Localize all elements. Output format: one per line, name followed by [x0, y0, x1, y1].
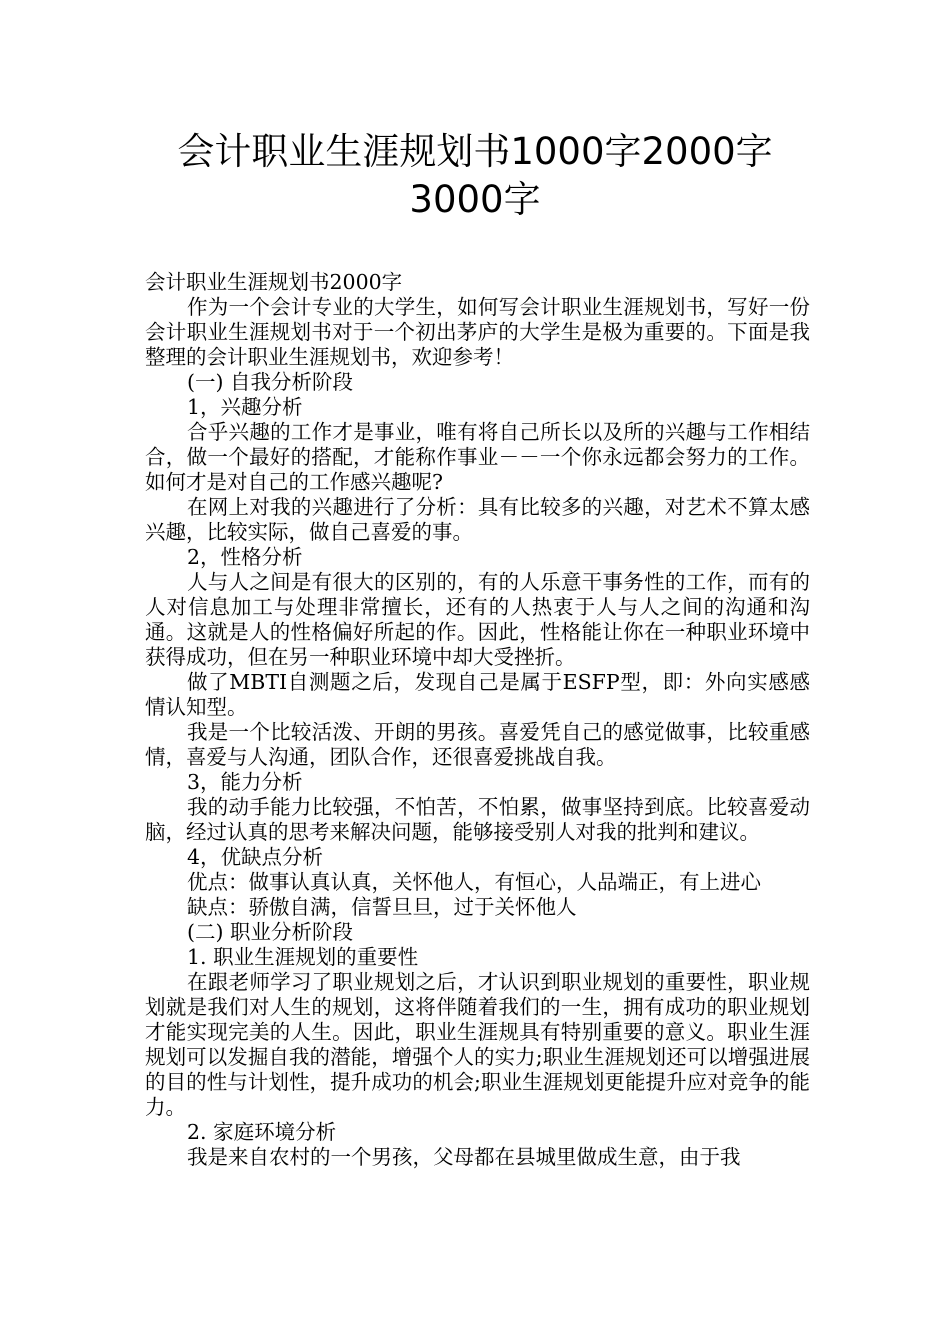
paragraph: 3，能力分析	[187, 770, 303, 794]
paragraph: (二) 职业分析阶段	[187, 920, 354, 944]
paragraph: 会计职业生涯规划书2000字	[145, 270, 403, 294]
paragraph: 1. 职业生涯规划的重要性	[187, 945, 419, 969]
title-line-1: 会计职业生涯规划书1000字2000字	[177, 130, 773, 173]
paragraph: 1，兴趣分析	[187, 395, 303, 419]
paragraph: 做了MBTI自测题之后，发现自己是属于ESFP型，即：外向实感感情认知型。	[145, 670, 810, 719]
paragraph: (一) 自我分析阶段	[187, 370, 354, 394]
title-line-2: 3000字	[409, 178, 541, 221]
paragraph: 作为一个会计专业的大学生，如何写会计职业生涯规划书，写好一份会计职业生涯规划书对于一个初出茅庐的大学生是极为重要的。下面是我整理的会计职业生涯规划书，欢迎参考！	[145, 295, 810, 369]
paragraph: 4，优缺点分析	[187, 845, 324, 869]
paragraph: 在网上对我的兴趣进行了分析：具有比较多的兴趣，对艺术不算太感兴趣，比较实际，做自己喜爱的事。	[145, 495, 810, 544]
document-body	[145, 270, 810, 1170]
paragraph: 2. 家庭环境分析	[187, 1120, 337, 1144]
paragraph: 缺点：骄傲自满，信誓旦旦，过于关怀他人	[187, 895, 577, 919]
paragraph: 合乎兴趣的工作才是事业，唯有将自己所长以及所的兴趣与工作相结合，做一个最好的搭配，才能称作事业－－一个你永远都会努力的工作。如何才是对自己的工作感兴趣呢?	[145, 420, 810, 494]
paragraph: 人与人之间是有很大的区别的，有的人乐意干事务性的工作，而有的人对信息加工与处理非常擅长，还有的人热衷于人与人之间的沟通和沟通。这就是人的性格偏好所起的作。因此，性格能让你在一种职业环境中获得成功，但在另一种职业环境中却大受挫折。	[145, 570, 810, 669]
paragraph: 优点：做事认真认真，关怀他人，有恒心，人品端正，有上进心	[187, 870, 761, 894]
paragraph: 我的动手能力比较强，不怕苦，不怕累，做事坚持到底。比较喜爱动脑，经过认真的思考来解决问题，能够接受别人对我的批判和建议。	[145, 795, 810, 844]
document-title	[100, 128, 850, 224]
paragraph: 我是来自农村的一个男孩，父母都在县城里做成生意，由于我	[187, 1145, 741, 1169]
paragraph: 在跟老师学习了职业规划之后，才认识到职业规划的重要性，职业规划就是我们对人生的规划，这将伴随着我们的一生，拥有成功的职业规划才能实现完美的人生。因此，职业生涯规具有特别重要的意义。职业生涯规划可以发掘自我的潜能，增强个人的实力;职业生涯规划还可以增强进展的目的性与计划性，提升成功的机会;职业生涯规划更能提升应对竞争的能力。	[145, 970, 810, 1119]
paragraph: 我是一个比较活泼、开朗的男孩。喜爱凭自己的感觉做事，比较重感情，喜爱与人沟通，团队合作，还很喜爱挑战自我。	[145, 720, 810, 769]
paragraph: 2，性格分析	[187, 545, 303, 569]
